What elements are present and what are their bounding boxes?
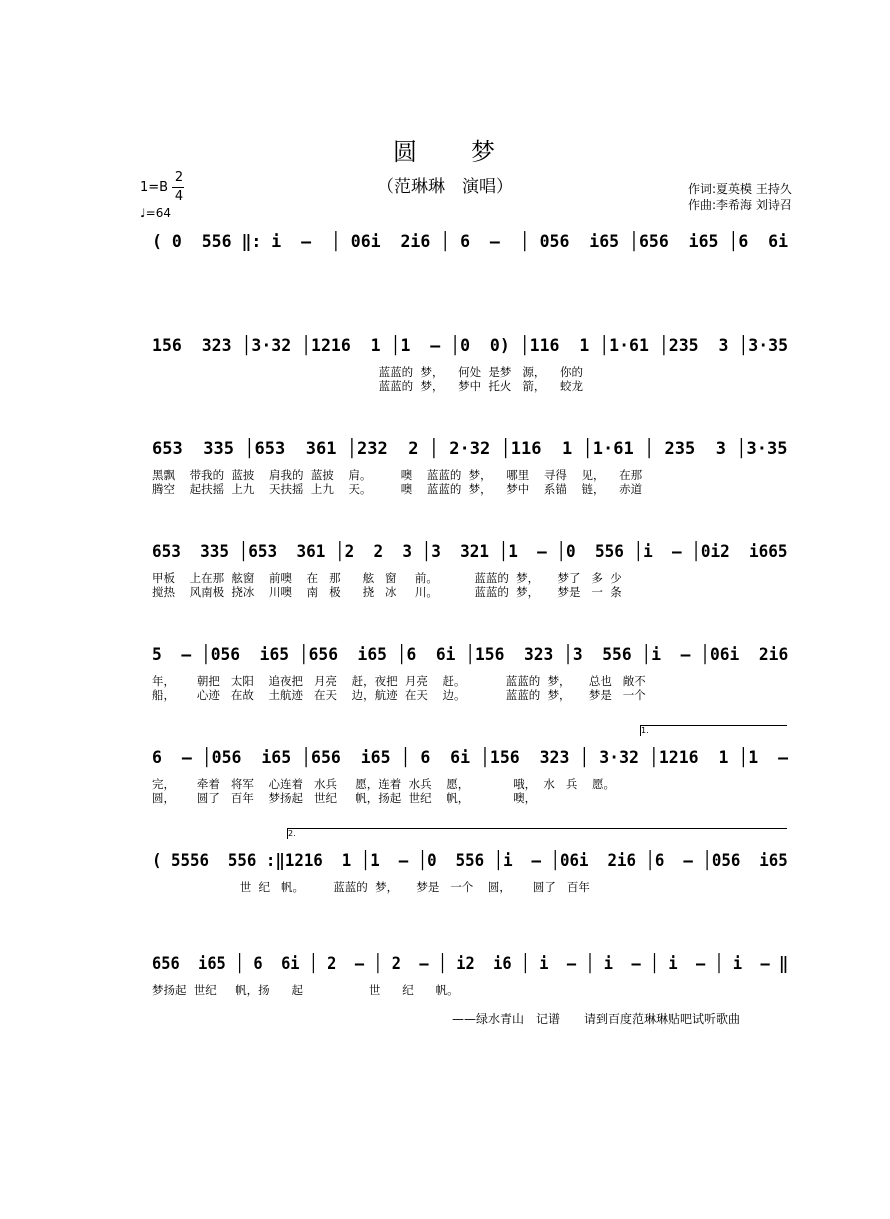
lyricist-credit: 作词:夏英模 王持久	[688, 182, 792, 196]
song-title: 圆 梦	[393, 138, 497, 166]
lyrics-verse-1: 梦扬起 世纪 帆，扬 起 世 纪 帆。	[152, 983, 459, 997]
lyrics-verse-2: 搅热 风南极 挠冰 川噢 南 极 挠 冰 川。 蓝蓝的 梦， 梦是 一 条	[152, 585, 622, 599]
score-notes: 5 – │056 i65 │656 i65 │6 6i │156 323 │3 556 │i – │06i 2i6	[152, 645, 789, 665]
first-ending-bracket: 1.	[640, 725, 787, 736]
score-notes: ( 0 556 ‖: i – │ 06i 2i6 │ 6 – │ 056 i65 │656 i65 │6 6i	[152, 232, 789, 252]
lyrics-verse-1: 蓝蓝的 梦， 何处 是梦 源， 你的	[152, 365, 583, 379]
second-ending-bracket: 2.	[287, 828, 787, 839]
transcriber-footer: ——绿水青山 记谱 请到百度范琳琳贴吧试听歌曲	[452, 1012, 741, 1026]
lyrics-verse-2: 船， 心迹 在故 土航迹 在天 边，航迹 在天 边。 蓝蓝的 梦， 梦是 一个	[152, 688, 646, 702]
score-notes: 653 335 │653 361 │2 2 3 │3 321 │1 – │0 556 │i – │0i2 i665	[152, 542, 788, 562]
score-notes: 653 335 │653 361 │232 2 │ 2·32 │116 1 │1·61 │ 235 3 │3·35	[152, 439, 788, 459]
score-notes: 656 i65 │ 6 6i │ 2 – │ 2 – │ i2 i6 │ i – │ i – │ i – │ i – ‖	[152, 954, 789, 974]
lyrics-verse-2: 蓝蓝的 梦， 梦中 托火 箭， 蛟龙	[152, 379, 583, 393]
tempo-marking: ♩=64	[140, 206, 171, 220]
score-notes: ( 5556 556 :‖1216 1 │1 – │0 556 │i – │06i 2i6 │6 – │056 i65	[152, 851, 788, 871]
lyrics-verse-1: 完， 牵着 将军 心连着 水兵 愿，连着 水兵 愿， 哦， 水 兵 愿。	[152, 777, 615, 791]
song-subtitle: （范琳琳 演唱）	[377, 177, 513, 197]
time-signature-line	[172, 187, 184, 188]
lyrics-verse-1: 黑飘 带我的 蓝披 肩我的 蓝披 肩。 噢 蓝蓝的 梦， 哪里 寻得 见， 在那	[152, 468, 643, 482]
time-signature-bottom: 4	[174, 189, 184, 204]
time-signature-top: 2	[174, 170, 184, 185]
lyrics-verse-1: 年， 朝把 太阳 追夜把 月亮 赶，夜把 月亮 赶。 蓝蓝的 梦， 总也 敞不	[152, 674, 646, 688]
lyrics-verse-1: 甲板 上在那 舷窗 前噢 在 那 舷 窗 前。 蓝蓝的 梦， 梦了 多 少	[152, 571, 622, 585]
key-signature: 1=B	[140, 180, 169, 195]
score-notes: 6 – │056 i65 │656 i65 │ 6 6i │156 323 │ 3·32 │1216 1 │1 –	[152, 748, 789, 768]
lyrics-verse-2: 圆， 圆了 百年 梦扬起 世纪 帆，扬起 世纪 帆， 噢，	[152, 791, 537, 805]
composer-credit: 作曲:李希海 刘诗召	[688, 198, 792, 212]
lyrics-verse-2: 腾空 起扶摇 上九 天扶摇 上九 天。 噢 蓝蓝的 梦， 梦中 系锚 链， 赤道	[152, 482, 643, 496]
lyrics-verse-1: 世 纪 帆。 蓝蓝的 梦， 梦是 一个 圆， 圆了 百年	[152, 880, 590, 894]
score-notes: 156 323 │3·32 │1216 1 │1 – │0 0) │116 1 │1·61 │235 3 │3·35	[152, 336, 789, 356]
